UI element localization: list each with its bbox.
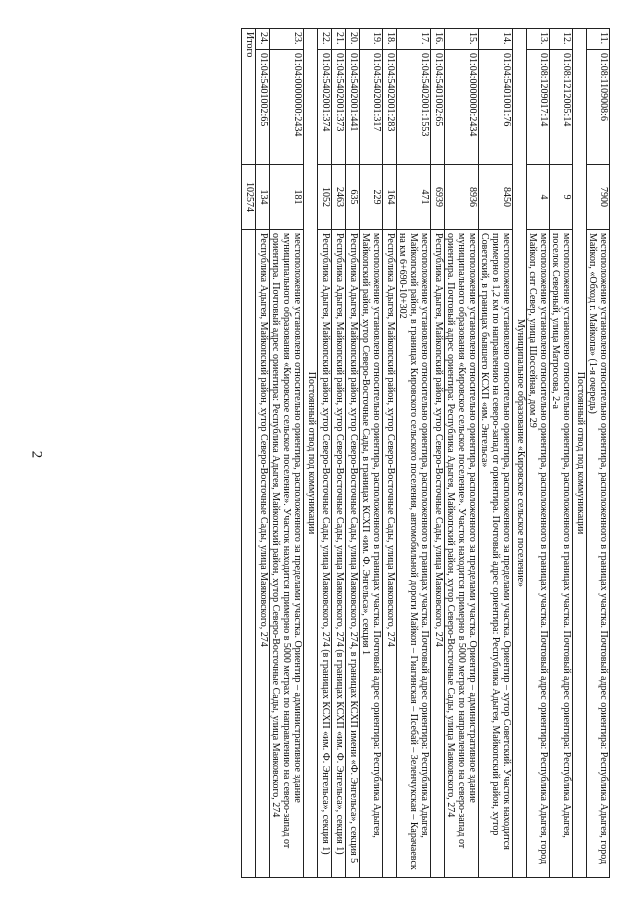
table-body (242, 29, 610, 878)
section-row (573, 29, 587, 878)
table-row (360, 29, 383, 878)
location-description: Республика Адыгея, Майкопский район, хутор Северо-Восточные Сады, улица Маяковского, 274 (в границах КСХП «им. Ф. Энгельса», секция 1) (318, 230, 332, 878)
cadastral-number: 01:04:0000000:2434 (445, 50, 479, 165)
area-value: 635 (346, 165, 360, 230)
location-description: местоположение установлено относительно ориентира, расположенного в границах участка. Почтовый адрес ориентира: Республика Адыгея, поселок Северный, улица Матросова, 2-а (550, 230, 573, 878)
row-number: 19. (360, 29, 383, 50)
cadastral-number: 01:08:1209017:14 (527, 50, 550, 165)
table-row (270, 29, 304, 878)
section-row (304, 29, 318, 878)
area-value: 164 (383, 165, 397, 230)
row-number: 12. (550, 29, 573, 50)
table-row (346, 29, 360, 878)
row-number: 11. (587, 29, 610, 50)
row-number: 22. (318, 29, 332, 50)
section-title: Постоянный отвод под коммуникации (304, 29, 318, 878)
area-value: 7900 (587, 165, 610, 230)
table-row (431, 29, 445, 878)
section-row (513, 29, 527, 878)
table-row (527, 29, 550, 878)
location-description: местоположение установлено относительно ориентира, расположенного в границах участка. Почтовый адрес ориентира: Республика Адыгея, Майкопский район, хутор Северо-Восточные Сады, в границах КСХП «им. Ф. Энгельса», секция 1 (360, 230, 383, 878)
cadastral-number: 01:04:5402001:1553 (397, 50, 431, 165)
location-description: Республика Адыгея, Майкопский район, хутор Северо-Восточные Сады, улица Маяковского, 274 (431, 230, 445, 878)
cadastral-number: 01:04:5402001:373 (332, 50, 346, 165)
section-title: Муниципальное образование «Кировское сельское поселение» (513, 29, 527, 878)
land-plots-table (241, 28, 610, 878)
row-number: 20. (346, 29, 360, 50)
row-number: 23. (270, 29, 304, 50)
table-row (256, 29, 270, 878)
table-row (550, 29, 573, 878)
page-number: 2 (28, 450, 45, 459)
area-value: 4 (527, 165, 550, 230)
table-row (587, 29, 610, 878)
location-description: Республика Адыгея, Майкопский район, хутор Северо-Восточные Сады, улица Маяковского, 274, в границах КСХП имени «Ф. Энгельса», секция 5 (346, 230, 360, 878)
location-description: Республика Адыгея, Майкопский район, хутор Северо-Восточные Сады, улица Маяковского, 274 (256, 230, 270, 878)
total-area: 102574 (242, 165, 256, 230)
area-value: 2463 (332, 165, 346, 230)
total-empty-cell (242, 230, 256, 878)
row-number: 14. (479, 29, 513, 50)
area-value: 9 (550, 165, 573, 230)
row-number: 17. (397, 29, 431, 50)
row-number: 24. (256, 29, 270, 50)
area-value: 181 (270, 165, 304, 230)
row-number: 18. (383, 29, 397, 50)
table-row (445, 29, 479, 878)
table-row (318, 29, 332, 878)
row-number: 21. (332, 29, 346, 50)
location-description: местоположение установлено относительно ориентира, расположенного в границах участка. Почтовый адрес ориентира: Республика Адыгея, Майкопский район, в границах Кировского сельского поселения, автомобильной дороги Майкоп – Гиагинская – Псебай – Зеленчукская – Карачаевск на км 6+690-10+302 (397, 230, 431, 878)
table-row (383, 29, 397, 878)
cadastral-number: 01:04:5402001:317 (360, 50, 383, 165)
section-title: Постоянный отвод под коммуникации (573, 29, 587, 878)
rotated-table-wrapper (70, 28, 610, 878)
location-description: местоположение установлено относительно ориентира, расположенного за пределами участка. Ориентир – административное здание муниципального образования «Кировское сельское поселение». Участок находится примерно в 5000 метрах по направлению на северо-запад от ориентира. Почтовый адрес ориентира: Республика Адыгея, Майкопский район, хутор Северо-Восточные Сады, улица Маяковского, 274 (445, 230, 479, 878)
area-value: 8450 (479, 165, 513, 230)
table-row (397, 29, 431, 878)
table-row (332, 29, 346, 878)
location-description: местоположение установлено относительно ориентира, расположенного за пределами участка. Ориентир – административное здание муниципального образования «Кировское сельское поселение». Участок находится примерно в 5000 метрах по направлению на северо-запад от ориентира. Почтовый адрес ориентира: Республика Адыгея, Майкопский район, хутор Северо-Восточные Сады, улица Маяковского, 274 (270, 230, 304, 878)
total-label: Итого (242, 29, 256, 165)
cadastral-number: 01:04:5402001:441 (346, 50, 360, 165)
area-value: 471 (397, 165, 431, 230)
location-description: местоположение установлено относительно ориентира, расположенного в границах участка. Почтовый адрес ориентира: Республика Адыгея, город Майкоп, «Обход г. Майкопа» (1-я очередь) (587, 230, 610, 878)
cadastral-number: 01:04:5402001:283 (383, 50, 397, 165)
document-frame (70, 28, 610, 878)
cadastral-number: 01:04:5401002:65 (431, 50, 445, 165)
row-number: 16. (431, 29, 445, 50)
location-description: местоположение установлено относительно ориентира, расположенного в границах участка. Почтовый адрес ориентира: Республика Адыгея, город Майкоп, снт Север, улица Шоссейная, дом 29 (527, 230, 550, 878)
cadastral-number: 01:04:5401002:65 (256, 50, 270, 165)
cadastral-number: 01:08:1109008:6 (587, 50, 610, 165)
area-value: 229 (360, 165, 383, 230)
area-value: 6939 (431, 165, 445, 230)
cadastral-number: 01:04:0000000:2434 (270, 50, 304, 165)
cadastral-number: 01:04:5401001:76 (479, 50, 513, 165)
area-value: 1052 (318, 165, 332, 230)
location-description: Республика Адыгея, Майкопский район, хутор Северо-Восточные Сады, улица Маяковского, 274 (383, 230, 397, 878)
cadastral-number: 01:08:1212005:14 (550, 50, 573, 165)
total-row (242, 29, 256, 878)
row-number: 13. (527, 29, 550, 50)
location-description: местоположение установлено относительно ориентира, расположенного за пределами участка. Ориентир – хутор Советский. Участок находится примерно в 1,2 км по направлению на северо-запад от ориентира. Почтовый адрес ориентира: Республика Адыгея, Майкопский район, хутор Советский, в границах бывшего КСХП «им. Энгельса» (479, 230, 513, 878)
row-number: 15. (445, 29, 479, 50)
area-value: 8936 (445, 165, 479, 230)
table-row (479, 29, 513, 878)
cadastral-number: 01:04:5402001:374 (318, 50, 332, 165)
area-value: 134 (256, 165, 270, 230)
location-description: Республика Адыгея, Майкопский район, хутор Северо-Восточные Сады, улица Маяковского, 274 (в границах КСХП «им. Ф. Энгельса», секция 1) (332, 230, 346, 878)
